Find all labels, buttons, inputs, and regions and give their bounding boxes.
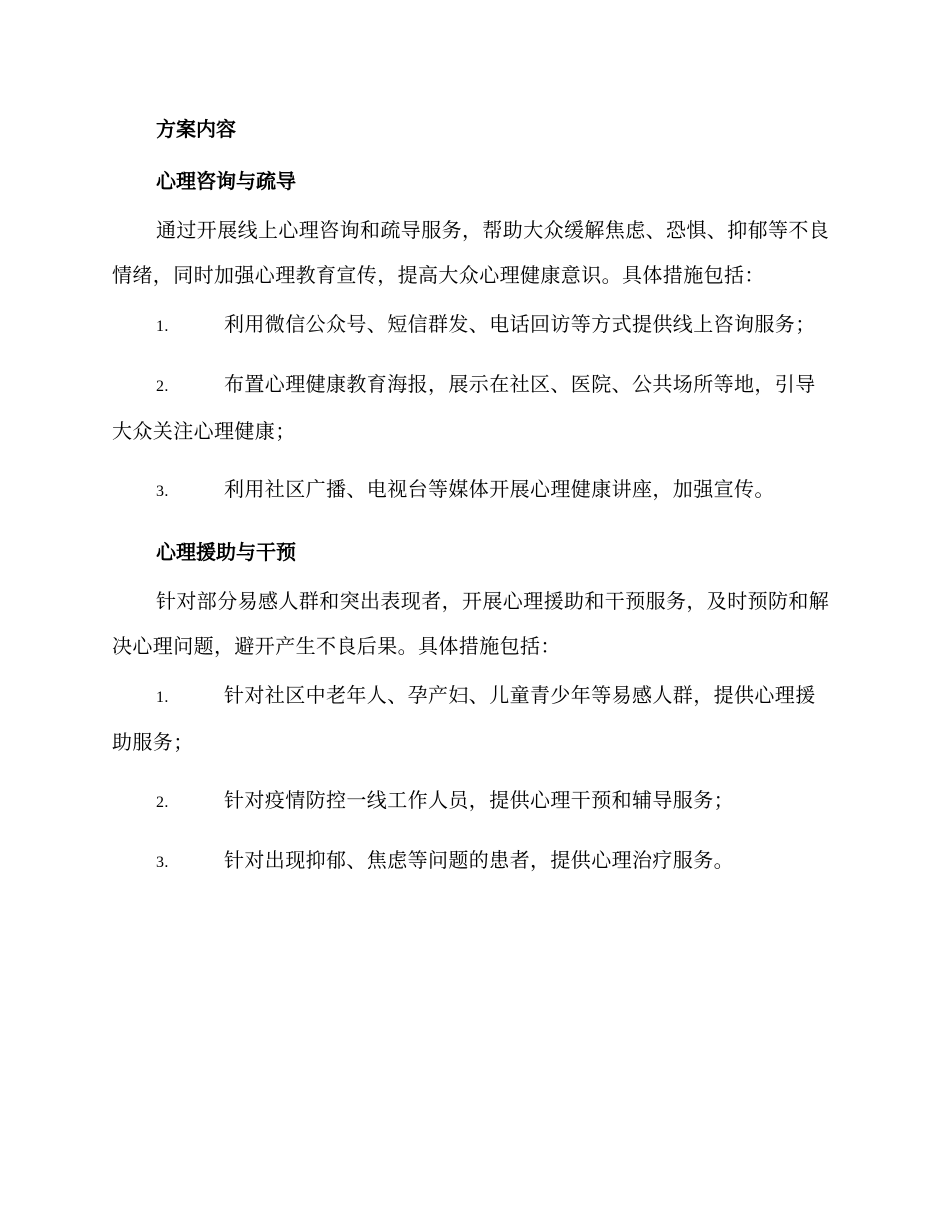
list-item-number: 1. (156, 318, 169, 335)
list-item (112, 778, 834, 825)
list-item-text: 布置心理健康教育海报，展示在社区、医院、公共场所等地，引导大众关注心理健康； (112, 372, 816, 443)
list-item (112, 467, 834, 514)
subsection-title-intervention: 心理援助与干预 (156, 540, 296, 564)
counseling-intro-paragraph: 通过开展线上心理咨询和疏导服务，帮助大众缓解焦虑、恐惧、抑郁等不良情绪，同时加强心理教育宣传，提高大众心理健康意识。具体措施包括： (112, 218, 830, 287)
list-item (112, 302, 834, 349)
list-item (112, 362, 834, 454)
list-item-number: 2. (156, 794, 169, 811)
list-item-number: 2. (156, 378, 169, 395)
intervention-intro-paragraph: 针对部分易感人群和突出表现者，开展心理援助和干预服务，及时预防和解决心理问题，避开产生不良后果。具体措施包括： (112, 589, 830, 658)
list-item-text: 利用社区广播、电视台等媒体开展心理健康讲座，加强宣传。 (224, 477, 775, 501)
list-item-text: 利用微信公众号、短信群发、电话回访等方式提供线上咨询服务； (224, 312, 816, 336)
list-item (112, 673, 834, 765)
list-item-number: 1. (156, 689, 169, 706)
document-body (112, 114, 834, 908)
subsection-title-counseling: 心理咨询与疏导 (156, 169, 296, 193)
list-item-text: 针对出现抑郁、焦虑等问题的患者，提供心理治疗服务。 (224, 848, 734, 872)
intervention-measures-list (112, 683, 834, 895)
section-title: 方案内容 (156, 117, 236, 141)
list-item-number: 3. (156, 854, 169, 871)
list-item (112, 838, 834, 885)
list-item-text: 针对疫情防控一线工作人员，提供心理干预和辅导服务； (224, 788, 734, 812)
counseling-measures-list (112, 312, 834, 524)
list-item-text: 针对社区中老年人、孕产妇、儿童青少年等易感人群，提供心理援助服务； (112, 683, 816, 754)
list-item-number: 3. (156, 483, 169, 500)
